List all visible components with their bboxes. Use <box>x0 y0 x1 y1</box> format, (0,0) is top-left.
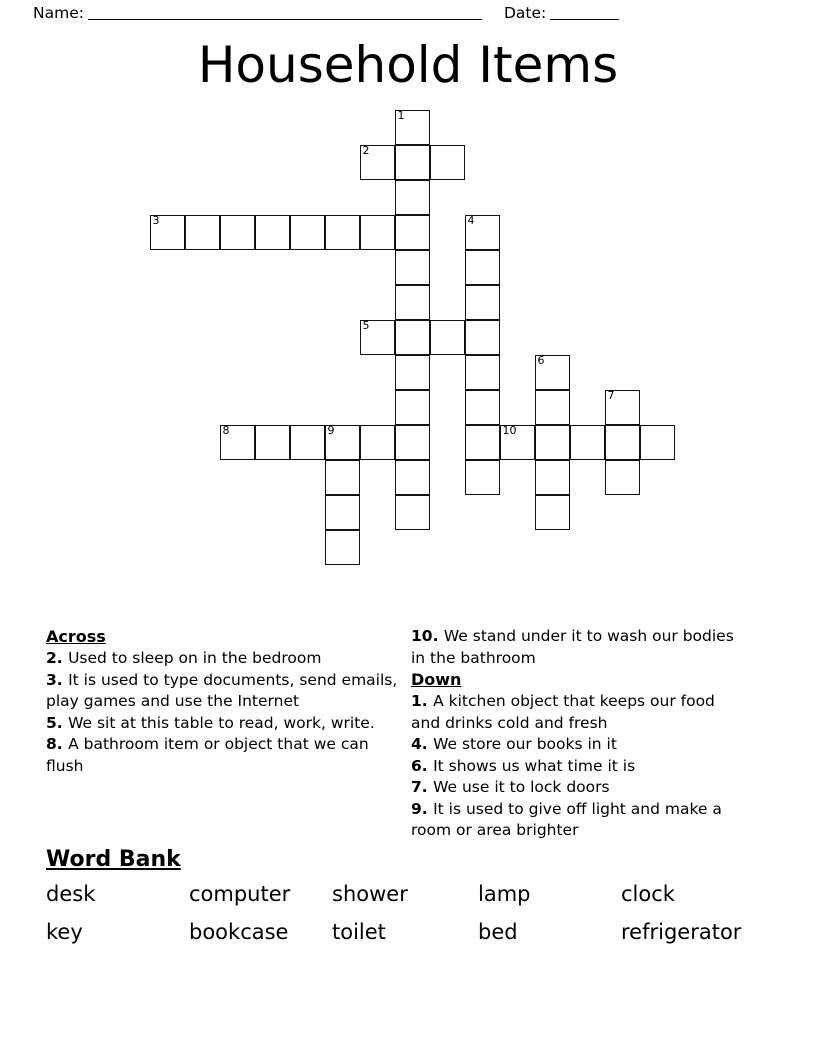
crossword-cell[interactable] <box>465 320 500 355</box>
name-label: Name: <box>33 4 84 22</box>
crossword-cell[interactable] <box>290 425 325 460</box>
clue-text: It is used to give off light and make a room or area brighter <box>411 799 722 839</box>
crossword-cell[interactable] <box>395 285 430 320</box>
across-clues-column <box>46 626 410 777</box>
word-bank-list <box>46 880 786 946</box>
crossword-cell-numbered-2[interactable] <box>360 145 395 180</box>
crossword-cell[interactable] <box>395 320 430 355</box>
crossword-cell[interactable] <box>325 460 360 495</box>
crossword-cell[interactable] <box>395 355 430 390</box>
crossword-cell[interactable] <box>465 355 500 390</box>
clue-number-1: 1 <box>397 109 405 122</box>
clue-text: It shows us what time it is <box>433 756 636 775</box>
down-clues-column <box>411 626 741 842</box>
crossword-cell-numbered-10[interactable] <box>500 425 535 460</box>
crossword-cell[interactable] <box>395 215 430 250</box>
word-bank-word: bed <box>478 920 518 944</box>
clue-number-label: 6. <box>411 756 434 775</box>
crossword-cell[interactable] <box>395 460 430 495</box>
clue-down-9 <box>411 799 741 842</box>
crossword-cell[interactable] <box>535 425 570 460</box>
clue-number-label: 5. <box>46 713 69 732</box>
crossword-cell[interactable] <box>325 495 360 530</box>
crossword-cell[interactable] <box>220 215 255 250</box>
word-bank-word: computer <box>189 882 291 906</box>
crossword-cell[interactable] <box>465 250 500 285</box>
clue-number-label: 4. <box>411 735 434 753</box>
clue-across-3 <box>46 670 410 713</box>
word-bank-word: toilet <box>332 920 386 944</box>
crossword-cell[interactable] <box>535 495 570 530</box>
clue-text: We store our books in it <box>433 735 617 753</box>
clue-text: It is used to type documents, send emails, play games and use the Internet <box>46 670 398 710</box>
clue-across-8 <box>46 734 410 777</box>
crossword-cell[interactable] <box>570 425 605 460</box>
clue-down-6 <box>411 756 741 778</box>
word-bank-word: shower <box>332 882 408 906</box>
clue-number-4: 4 <box>467 214 475 227</box>
crossword-cell[interactable] <box>465 285 500 320</box>
clue-number-label: 1. <box>411 692 434 710</box>
crossword-cell-numbered-7[interactable] <box>605 390 640 425</box>
clue-number-label: 3. <box>46 670 69 689</box>
clue-number-9: 9 <box>327 424 335 437</box>
crossword-cell-numbered-1[interactable] <box>395 110 430 145</box>
clue-text: We sit at this table to read, work, write. <box>68 713 375 732</box>
clues-section <box>46 626 770 846</box>
word-bank-word: refrigerator <box>621 920 742 944</box>
crossword-cell[interactable] <box>325 530 360 565</box>
crossword-cell[interactable] <box>395 180 430 215</box>
crossword-cell[interactable] <box>465 390 500 425</box>
crossword-cell[interactable] <box>605 425 640 460</box>
clue-text: We stand under it to wash our bodies in the bathroom <box>411 627 734 667</box>
clue-number-label: 10. <box>411 627 444 645</box>
clue-number-3: 3 <box>152 214 160 227</box>
clue-down-1 <box>411 691 741 734</box>
crossword-cell[interactable] <box>395 495 430 530</box>
crossword-cell[interactable] <box>185 215 220 250</box>
crossword-cell-numbered-5[interactable] <box>360 320 395 355</box>
word-bank-word: desk <box>46 882 96 906</box>
clue-number-6: 6 <box>537 354 545 367</box>
clue-across-5 <box>46 713 410 735</box>
crossword-cell[interactable] <box>395 425 430 460</box>
crossword-cell-numbered-3[interactable] <box>150 215 185 250</box>
word-bank-word: clock <box>621 882 675 906</box>
word-bank-word: lamp <box>478 882 531 906</box>
clue-text: We use it to lock doors <box>433 778 610 796</box>
crossword-cell[interactable] <box>640 425 675 460</box>
crossword-cell-numbered-6[interactable] <box>535 355 570 390</box>
clue-text: Used to sleep on in the bedroom <box>68 649 322 667</box>
clue-across-2 <box>46 648 410 670</box>
crossword-cell[interactable] <box>395 145 430 180</box>
crossword-cell[interactable] <box>255 215 290 250</box>
clue-number-label: 7. <box>411 778 434 796</box>
clue-down-7 <box>411 777 741 799</box>
clue-number-label: 2. <box>46 649 69 667</box>
crossword-cell[interactable] <box>535 460 570 495</box>
clue-number-label: 8. <box>46 735 69 753</box>
clue-text: A kitchen object that keeps our food and drinks cold and fresh <box>411 692 715 732</box>
word-bank-title: Word Bank <box>46 847 181 872</box>
crossword-cell[interactable] <box>290 215 325 250</box>
clue-number-10: 10 <box>502 424 517 437</box>
clue-number-5: 5 <box>362 319 370 332</box>
crossword-cell[interactable] <box>325 215 360 250</box>
crossword-cell[interactable] <box>395 250 430 285</box>
clue-number-2: 2 <box>362 144 370 157</box>
crossword-cell[interactable] <box>535 390 570 425</box>
crossword-cell[interactable] <box>465 425 500 460</box>
crossword-cell[interactable] <box>465 460 500 495</box>
page-title: Household Items <box>197 36 619 94</box>
word-bank-word: key <box>46 920 83 944</box>
across-heading: Across <box>46 627 106 646</box>
crossword-cell[interactable] <box>360 215 395 250</box>
clue-number-7: 7 <box>607 389 615 402</box>
clue-number-label: 9. <box>411 799 434 818</box>
date-label: Date: <box>503 4 547 22</box>
down-heading: Down <box>411 670 462 689</box>
crossword-cell[interactable] <box>255 425 290 460</box>
word-bank-word: bookcase <box>189 920 289 944</box>
clue-number-8: 8 <box>222 424 230 437</box>
word-bank-section <box>46 845 786 946</box>
crossword-cell[interactable] <box>360 425 395 460</box>
crossword-cell-numbered-8[interactable] <box>220 425 255 460</box>
clue-text: A bathroom item or object that we can flush <box>46 735 369 775</box>
crossword-cell[interactable] <box>605 460 640 495</box>
crossword-cell-numbered-4[interactable] <box>465 215 500 250</box>
crossword-cell[interactable] <box>395 390 430 425</box>
clue-across-10 <box>411 626 741 669</box>
crossword-cell[interactable] <box>430 145 465 180</box>
clue-down-4 <box>411 734 741 756</box>
crossword-cell-numbered-9[interactable] <box>325 425 360 460</box>
crossword-cell[interactable] <box>430 320 465 355</box>
